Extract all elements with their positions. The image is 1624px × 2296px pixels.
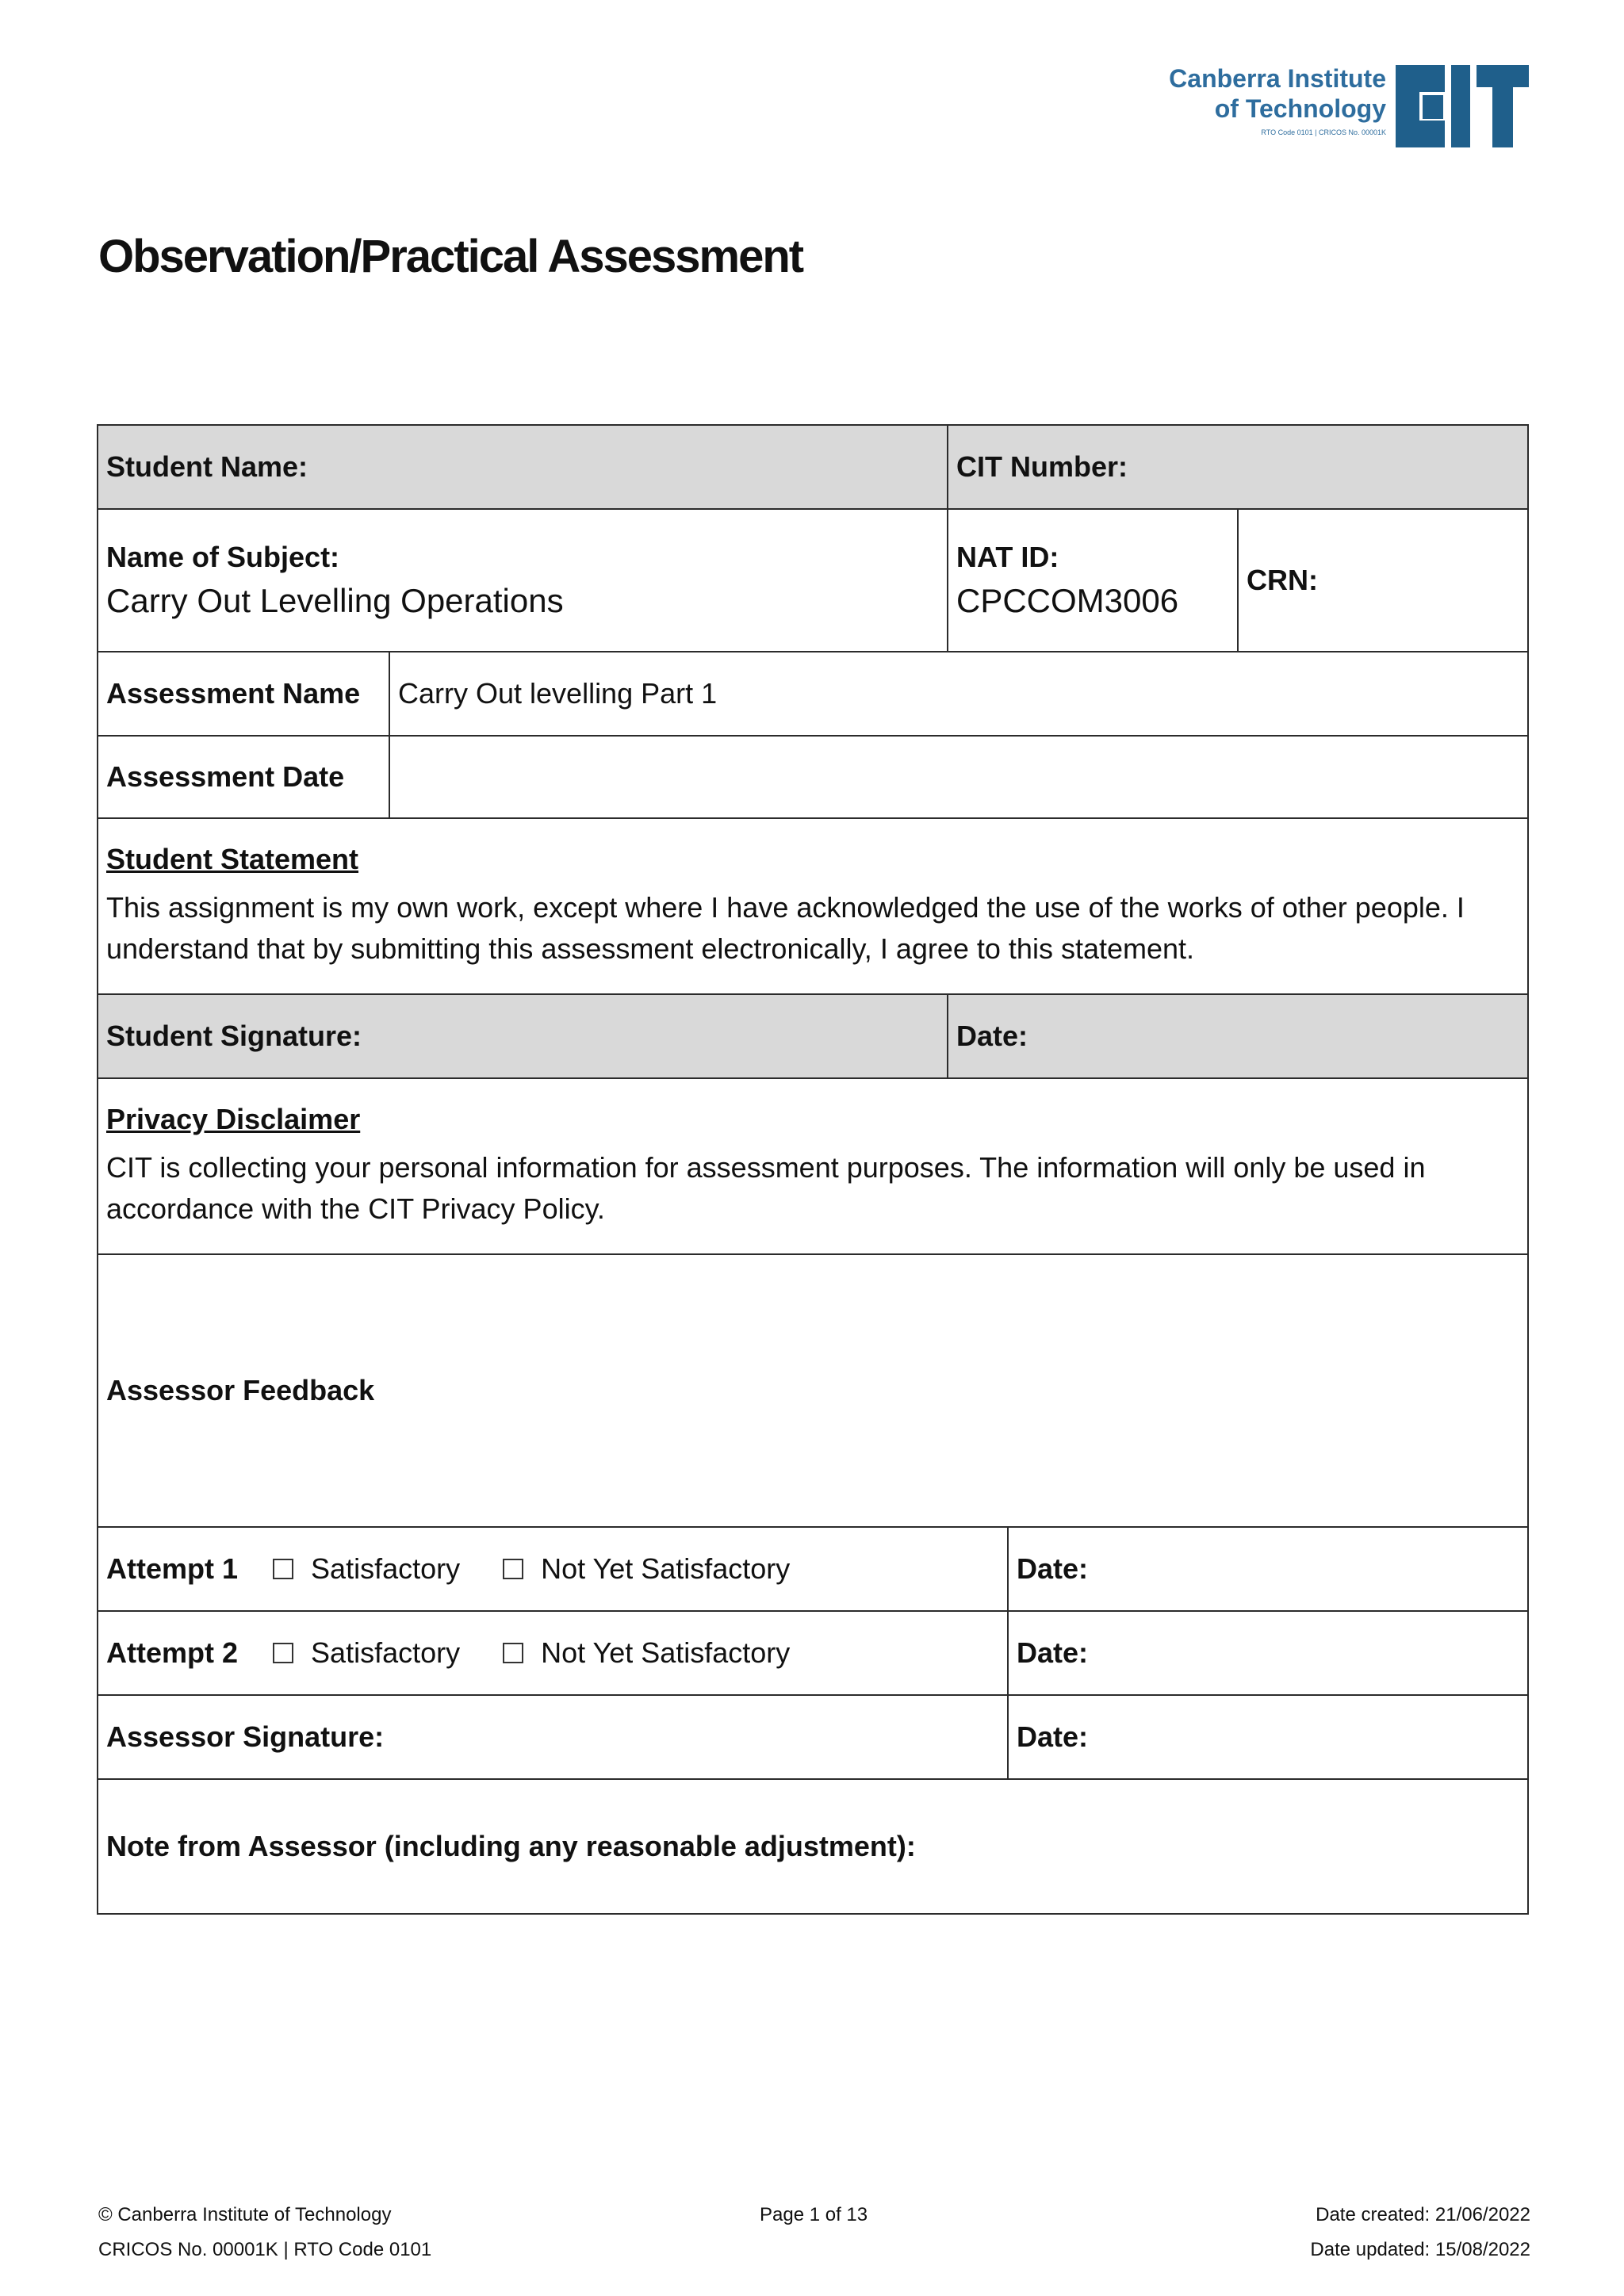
- attempt-2-date-cell[interactable]: [1008, 1611, 1528, 1695]
- assessor-feedback-field[interactable]: [98, 1254, 1528, 1527]
- privacy-disclaimer-cell: [98, 1078, 1528, 1254]
- student-name-cell[interactable]: [98, 425, 948, 509]
- logo-codes: RTO Code 0101 | CRICOS No. 00001K: [1261, 128, 1386, 136]
- assessor-date-cell[interactable]: [1008, 1695, 1528, 1779]
- page-title: Observation/Practical Assessment: [98, 231, 803, 282]
- attempt-1-date-cell[interactable]: [1008, 1527, 1528, 1611]
- student-date-cell[interactable]: [948, 994, 1528, 1078]
- logo-text: [1148, 63, 1386, 141]
- assessor-feedback-label: Assessor Feedback: [106, 1374, 375, 1406]
- logo-line-2: of Technology: [1214, 94, 1386, 123]
- crn-cell[interactable]: [1238, 509, 1528, 652]
- cit-number-label: CIT Number:: [956, 450, 1128, 483]
- attempt-1-cell: [98, 1527, 1008, 1611]
- assessment-cover-form: [97, 424, 1529, 1915]
- privacy-heading: Privacy Disclaimer: [106, 1103, 361, 1135]
- nat-id-label: NAT ID:: [956, 541, 1059, 573]
- cit-logo: [1148, 63, 1529, 151]
- nat-id-cell: [948, 509, 1238, 652]
- assessment-date-field[interactable]: [389, 736, 1528, 818]
- footer-codes: CRICOS No. 00001K | RTO Code 0101: [98, 2239, 432, 2260]
- date-updated: Date updated: 15/08/2022: [1310, 2239, 1530, 2260]
- student-statement-heading: Student Statement: [106, 843, 359, 875]
- student-statement-text: This assignment is my own work, except where I have acknowledged the use of the works of other people. I understand that by submitting this assessment electronically, I agree to this statement.: [106, 891, 1465, 965]
- attempt-1-not-yet-label: Not Yet Satisfactory: [541, 1552, 791, 1585]
- attempt-2-satisfactory-label: Satisfactory: [311, 1636, 461, 1669]
- attempt-2-label: Attempt 2: [106, 1636, 239, 1669]
- cit-number-cell[interactable]: [948, 425, 1528, 509]
- attempt-1-satisfactory-label: Satisfactory: [311, 1552, 461, 1585]
- assessor-note-field[interactable]: [98, 1779, 1528, 1914]
- assessment-name-label-cell: [98, 652, 389, 736]
- student-date-label: Date:: [956, 1020, 1028, 1052]
- crn-label: CRN:: [1247, 564, 1318, 596]
- student-name-label: Student Name:: [106, 450, 308, 483]
- nat-id-value: CPCCOM3006: [956, 582, 1179, 619]
- footer-left: [98, 2198, 431, 2267]
- assessor-signature-cell[interactable]: [98, 1695, 1008, 1779]
- subject-cell: [98, 509, 948, 652]
- assessor-note-label: Note from Assessor (including any reasonable adjustment):: [106, 1830, 916, 1862]
- subject-label: Name of Subject:: [106, 541, 340, 573]
- attempt-2-not-yet-checkbox[interactable]: [503, 1643, 523, 1663]
- attempt-2-not-yet-label: Not Yet Satisfactory: [541, 1636, 791, 1669]
- footer-center: [760, 2198, 868, 2233]
- attempt-2-cell: [98, 1611, 1008, 1695]
- attempt-1-label: Attempt 1: [106, 1552, 239, 1585]
- assessor-signature-label: Assessor Signature:: [106, 1720, 385, 1753]
- assessment-date-label-cell: [98, 736, 389, 818]
- student-signature-cell[interactable]: [98, 994, 948, 1078]
- cit-logo-mark-icon: [1396, 65, 1529, 147]
- assessor-date-label: Date:: [1017, 1720, 1089, 1753]
- assessment-date-label: Assessment Date: [106, 760, 345, 793]
- assessment-name-value-cell: [389, 652, 1528, 736]
- assessment-name-value: Carry Out levelling Part 1: [398, 677, 718, 710]
- student-signature-label: Student Signature:: [106, 1020, 362, 1052]
- page-number: Page 1 of 13: [760, 2204, 868, 2225]
- assessment-name-label: Assessment Name: [106, 677, 361, 710]
- attempt-1-satisfactory-checkbox[interactable]: [273, 1559, 293, 1579]
- attempt-2-satisfactory-checkbox[interactable]: [273, 1643, 293, 1663]
- date-created: Date created: 21/06/2022: [1316, 2204, 1530, 2225]
- student-statement-cell: [98, 818, 1528, 994]
- privacy-text: CIT is collecting your personal information for assessment purposes. The information will only be used in accordance with the CIT Privacy Policy.: [106, 1151, 1426, 1225]
- footer-right: [1310, 2198, 1530, 2267]
- subject-value: Carry Out Levelling Operations: [106, 582, 564, 619]
- attempt-1-date-label: Date:: [1017, 1552, 1089, 1585]
- attempt-1-not-yet-checkbox[interactable]: [503, 1559, 523, 1579]
- footer-copyright: © Canberra Institute of Technology: [98, 2204, 392, 2225]
- attempt-2-date-label: Date:: [1017, 1636, 1089, 1669]
- logo-line-1: Canberra Institute: [1169, 64, 1386, 93]
